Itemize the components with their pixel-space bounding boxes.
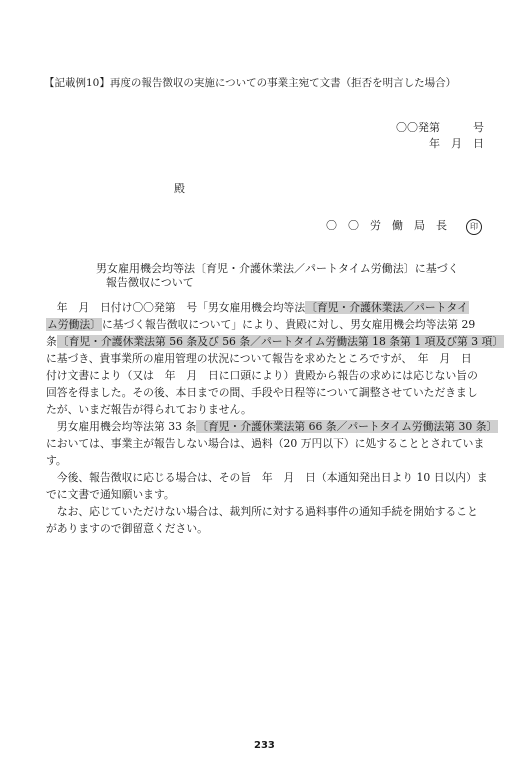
subject-line-1: 男女雇用機会均等法〔育児・介護休業法／パートタイム労働法〕に基づく	[96, 262, 459, 275]
body-line: に基づき、貴事業所の雇用管理の状況について報告を求めたところですが、 年 月 日	[46, 352, 472, 365]
document-number: 〇〇発第 号	[396, 121, 484, 134]
body-line: でに文書で通知願います。	[46, 488, 175, 501]
document-date: 年 月 日	[429, 137, 484, 150]
seal-icon: 印	[466, 219, 482, 235]
body-text: 男女雇用機会均等法第 33 条	[46, 420, 197, 433]
body-line	[46, 318, 475, 331]
body-line: す。	[46, 454, 67, 467]
body-line: 今後、報告徴収に応じる場合は、その旨 年 月 日（本通知発出日より 10 日以内）ま	[46, 471, 488, 484]
body-line: 付け文書により（又は 年 月 日に口頭により）貴殿から報告の求めには応じない旨の	[46, 369, 478, 382]
body-line: なお、応じていただけない場合は、裁判所に対する過料事件の通知手続を開始すること	[46, 505, 478, 518]
highlighted-law: 〔育児・介護休業法／パートタイ	[306, 301, 468, 314]
body-line	[46, 420, 498, 433]
body-line	[46, 301, 469, 314]
body-text: 年 月 日付け〇〇発第 号「男女雇用機会均等法	[46, 301, 306, 314]
document-title: 【記載例10】再度の報告徴収の実施についての事業主宛て文書（拒否を明言した場合）	[44, 77, 457, 89]
addressee-suffix: 殿	[174, 182, 185, 195]
body-text: 条	[46, 335, 57, 348]
highlighted-law: ム労働法〕	[47, 318, 101, 331]
subject-line-2: 報告徴収について	[106, 276, 194, 289]
highlighted-law: 〔育児・介護休業法第 56 条及び 56 条／パートタイム労働法第 18 条第 1 項及び第 3 項〕	[57, 335, 504, 348]
body-text: に基づく報告徴収について」により、貴殿に対し、男女雇用機会均等法第 29	[101, 318, 476, 331]
sender-name: 〇 〇 労 働 局 長	[326, 219, 447, 232]
page-number: 233	[254, 740, 275, 751]
body-line: がありますので御留意ください。	[46, 522, 208, 535]
body-line: 回答を得ました。その後、本日までの間、手段や日程等について調整させていただきまし	[46, 386, 478, 399]
body-line	[46, 335, 504, 348]
body-line: たが、いまだ報告が得られておりません。	[46, 403, 252, 416]
body-line: においては、事業主が報告しない場合は、過料（20 万円以下）に処することとされていま	[46, 437, 485, 450]
highlighted-law: 〔育児・介護休業法第 66 条／パートタイム労働法第 30 条〕	[197, 420, 498, 433]
